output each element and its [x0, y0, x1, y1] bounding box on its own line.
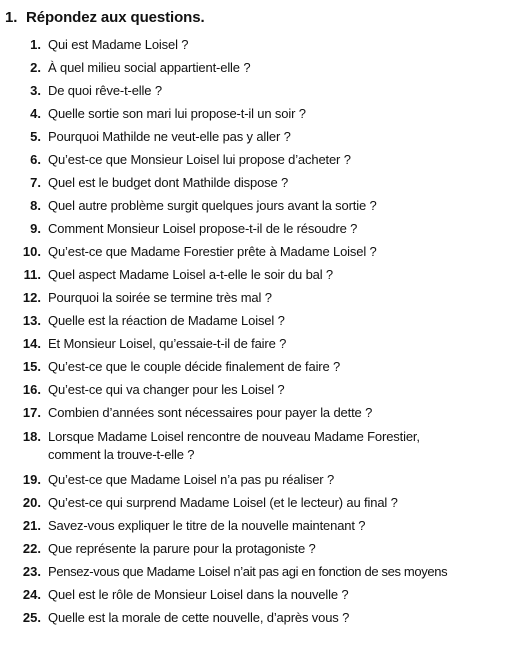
question-text: Qu’est-ce que Madame Loisel n’a pas pu réaliser ?	[48, 472, 335, 487]
section-number: 1.	[5, 9, 18, 26]
question-text: Pensez-vous que Madame Loisel n’ait pas agi en fonction de ses moyens	[48, 564, 448, 579]
question-text: Lorsque Madame Loisel rencontre de nouveau Madame Forestier,	[48, 429, 420, 444]
section-title: Répondez aux questions.	[26, 9, 205, 26]
question-text-continuation: comment la trouve-t-elle ?	[48, 447, 195, 462]
question-text: Que représente la parure pour la protagoniste ?	[48, 541, 316, 556]
section-heading	[5, 9, 205, 26]
question-number: 2.	[30, 60, 41, 75]
question-number: 16.	[22, 382, 41, 397]
question-text: Qu’est-ce qui surprend Madame Loisel (et le lecteur) au final ?	[48, 495, 398, 510]
question-number: 10.	[22, 244, 41, 259]
question-number: 18.	[22, 429, 41, 444]
question-text: Quel autre problème surgit quelques jours avant la sortie ?	[48, 198, 377, 213]
question-number: 3.	[30, 83, 41, 98]
question-number: 17.	[22, 405, 41, 420]
question-text: Savez-vous expliquer le titre de la nouvelle maintenant ?	[48, 518, 366, 533]
question-text: Qu’est-ce que Madame Forestier prête à Madame Loisel ?	[48, 244, 377, 259]
question-text: Quelle est la morale de cette nouvelle, d’après vous ?	[48, 610, 350, 625]
question-text: Pourquoi Mathilde ne veut-elle pas y aller ?	[48, 129, 291, 144]
question-text: Quelle sortie son mari lui propose-t-il un soir ?	[48, 106, 306, 121]
question-text: Quel est le rôle de Monsieur Loisel dans la nouvelle ?	[48, 587, 349, 602]
question-text: Comment Monsieur Loisel propose-t-il de le résoudre ?	[48, 221, 358, 236]
question-number: 22.	[22, 541, 41, 556]
question-text: Qui est Madame Loisel ?	[48, 37, 189, 52]
question-number: 21.	[22, 518, 41, 533]
question-text: Quelle est la réaction de Madame Loisel ?	[48, 313, 285, 328]
question-number: 11.	[23, 267, 41, 282]
question-text: Et Monsieur Loisel, qu’essaie-t-il de faire ?	[48, 336, 287, 351]
question-number: 23.	[22, 564, 41, 579]
question-number: 14.	[22, 336, 41, 351]
question-number: 24.	[22, 587, 41, 602]
question-number: 7.	[30, 175, 41, 190]
question-number: 15.	[22, 359, 41, 374]
question-number: 20.	[22, 495, 41, 510]
question-text: Pourquoi la soirée se termine très mal ?	[48, 290, 272, 305]
question-text: Qu’est-ce que Monsieur Loisel lui propose d’acheter ?	[48, 152, 351, 167]
question-number: 12.	[22, 290, 41, 305]
question-number: 9.	[30, 221, 41, 236]
question-number: 5.	[30, 129, 41, 144]
question-number: 19.	[22, 472, 41, 487]
question-number: 6.	[30, 152, 41, 167]
question-number: 1.	[30, 37, 41, 52]
question-number: 13.	[22, 313, 41, 328]
question-text: Qu’est-ce que le couple décide finalement de faire ?	[48, 359, 341, 374]
question-text: Quel est le budget dont Mathilde dispose ?	[48, 175, 289, 190]
question-text: De quoi rêve-t-elle ?	[48, 83, 162, 98]
question-number: 8.	[30, 198, 41, 213]
question-text: Qu’est-ce qui va changer pour les Loisel ?	[48, 382, 285, 397]
question-number: 25.	[22, 610, 41, 625]
question-text: À quel milieu social appartient-elle ?	[48, 60, 251, 75]
question-text: Combien d’années sont nécessaires pour payer la dette ?	[48, 405, 373, 420]
question-text: Quel aspect Madame Loisel a-t-elle le soir du bal ?	[48, 267, 334, 282]
question-number: 4.	[30, 106, 41, 121]
